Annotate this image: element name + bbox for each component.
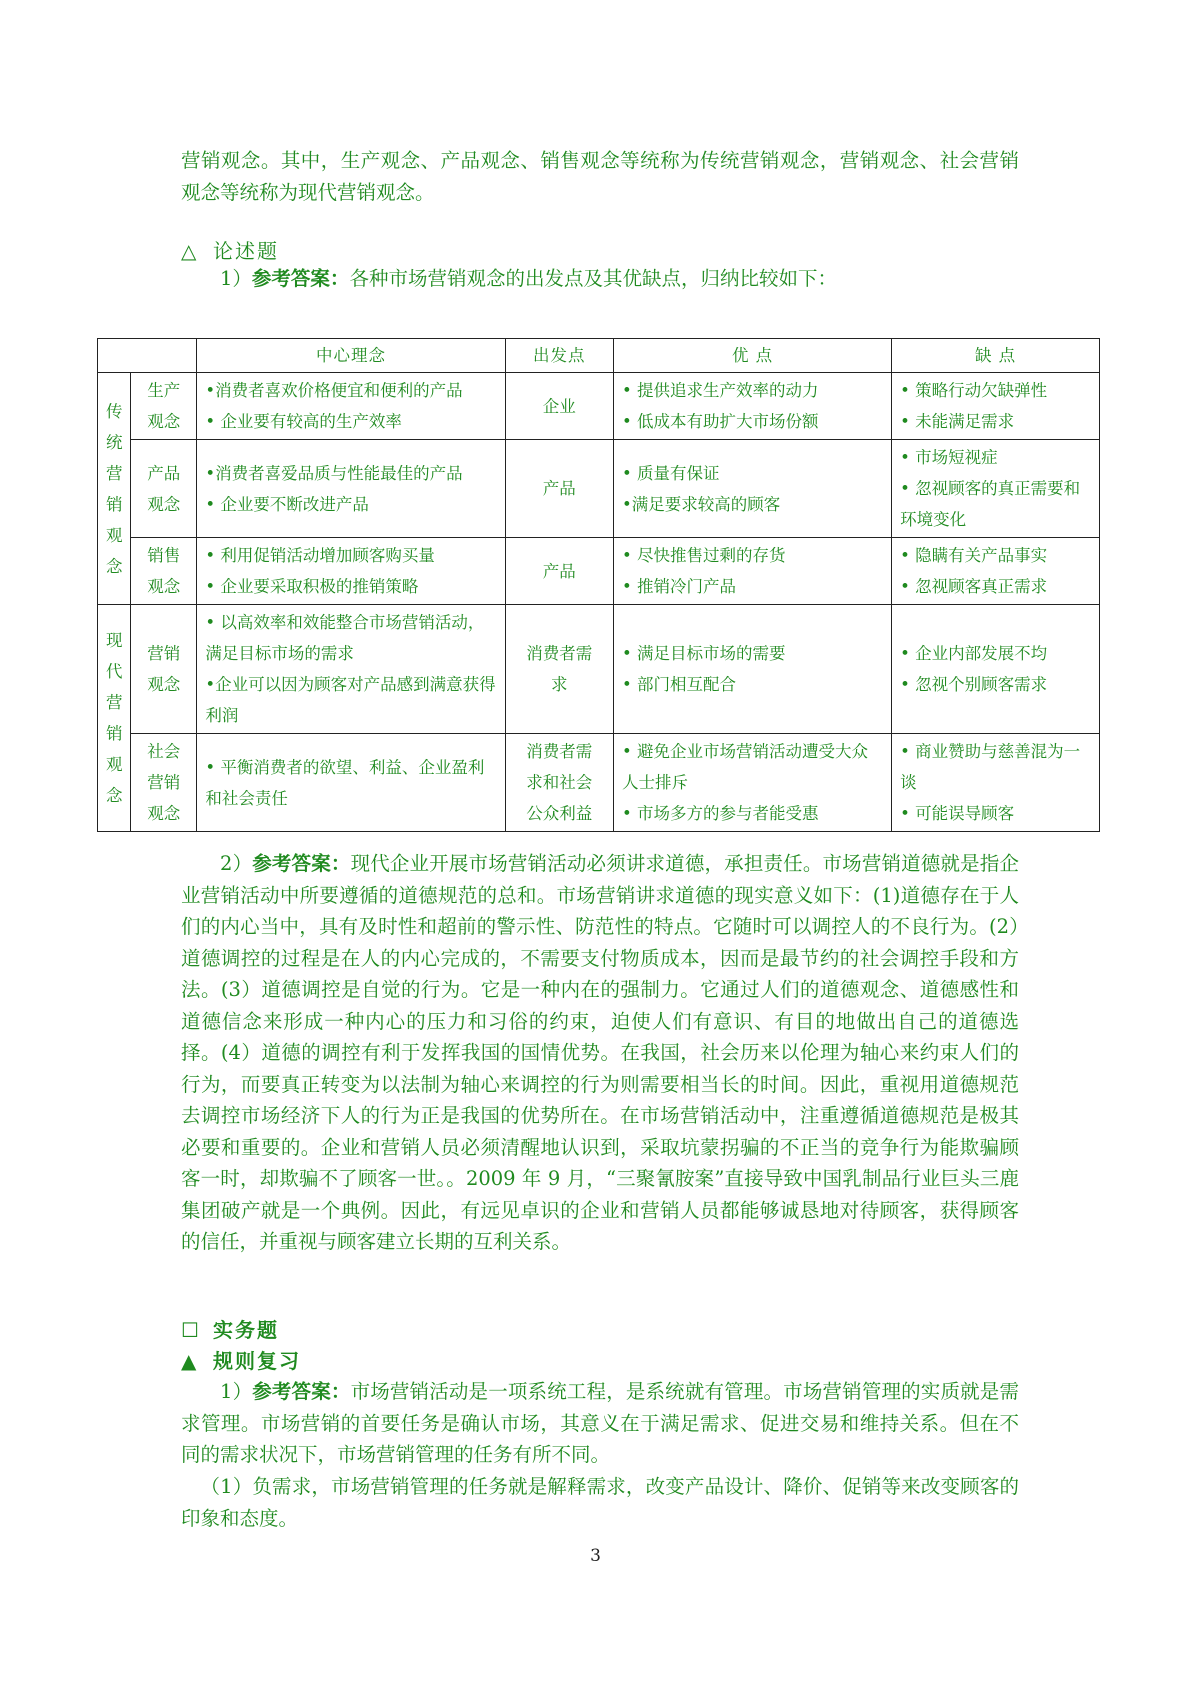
triangle-outline-icon: △: [181, 239, 199, 263]
essay-q1: [220, 264, 837, 294]
review-item-1: （1）负需求，市场营销管理的任务就是解释需求，改变产品设计、降价、促销等来改变顾客的印象和态度。: [181, 1475, 1019, 1530]
intro-paragraph: 营销观念。其中，生产观念、产品观念、销售观念等统称为传统营销观念，营销观念、社会营销观念等统称为现代营销观念。: [181, 149, 1019, 204]
review-paragraph: [181, 1376, 1019, 1471]
review-heading-text: 规则复习: [213, 1349, 301, 1373]
q1-text: 各种市场营销观念的出发点及其优缺点，归纳比较如下：: [349, 267, 837, 290]
cons-cell: • 企业内部发展不均 • 忽视个别顾客需求: [892, 605, 1100, 734]
concept-cell: 社会营销观念: [131, 734, 197, 832]
center-cell: •消费者喜欢价格便宜和便利的产品 • 企业要有较高的生产效率: [197, 373, 505, 440]
start-cell: 企业: [505, 373, 613, 440]
essay-heading: [181, 237, 279, 265]
center-cell: •消费者喜爱品质与性能最佳的产品 • 企业要不断改进产品: [197, 440, 505, 538]
triangle-filled-icon: ▲: [181, 1349, 199, 1373]
cons-cell: • 商业赞助与慈善混为一谈 • 可能误导顾客: [892, 734, 1100, 832]
pros-cell: • 质量有保证 •满足要求较高的顾客: [614, 440, 892, 538]
page-number: 3: [590, 1546, 601, 1566]
table-header-start: 出发点: [505, 339, 613, 373]
cons-cell: • 市场短视症 • 忽视顾客的真正需要和环境变化: [892, 440, 1100, 538]
practice-heading: [181, 1316, 279, 1344]
pros-cell: • 提供追求生产效率的动力 • 低成本有助扩大市场份额: [614, 373, 892, 440]
checkbox-outline-icon: ☐: [181, 1318, 201, 1342]
concept-cell: 销售观念: [131, 538, 197, 605]
table-header-cons: 缺 点: [892, 339, 1100, 373]
start-cell: 消费者需求: [505, 605, 613, 734]
table-row: [98, 734, 1100, 832]
group-traditional: 传统营销观念: [98, 373, 131, 605]
cons-cell: • 策略行动欠缺弹性 • 未能满足需求: [892, 373, 1100, 440]
practice-heading-text: 实务题: [213, 1318, 279, 1342]
start-cell: 消费者需求和社会公众利益: [505, 734, 613, 832]
review-text: 市场营销活动是一项系统工程，是系统就有管理。市场营销管理的实质就是需求管理。市场营销的首要任务是确认市场，其意义在于满足需求、促进交易和维持关系。但在不同的需求状况下，市场营销管理的任务有所不同。: [181, 1380, 1019, 1466]
table-row: [98, 373, 1100, 440]
review-heading: [181, 1347, 301, 1375]
pros-cell: • 避免企业市场营销活动遭受大众人士排斥 • 市场多方的参与者能受惠: [614, 734, 892, 832]
q2-answer-label: 参考答案：: [252, 852, 351, 875]
table-row: [98, 605, 1100, 734]
table-header-center: 中心理念: [197, 339, 505, 373]
review-prefix: 1）: [220, 1380, 253, 1403]
marketing-concepts-table: [97, 338, 1100, 832]
concept-cell: 产品观念: [131, 440, 197, 538]
table-header-pros: 优 点: [614, 339, 892, 373]
center-cell: • 以高效率和效能整合市场营销活动，满足目标市场的需求 •企业可以因为顾客对产品感到满意获得利润: [197, 605, 505, 734]
cons-cell: • 隐瞒有关产品事实 • 忽视顾客真正需求: [892, 538, 1100, 605]
concept-cell: 营销观念: [131, 605, 197, 734]
table-header-empty: [98, 339, 197, 373]
pros-cell: • 满足目标市场的需要 • 部门相互配合: [614, 605, 892, 734]
pros-cell: • 尽快推售过剩的存货 • 推销冷门产品: [614, 538, 892, 605]
concept-cell: 生产观念: [131, 373, 197, 440]
table-row: [98, 538, 1100, 605]
group-modern: 现代营销观念: [98, 605, 131, 832]
q2-text: 现代企业开展市场营销活动必须讲求道德，承担责任。市场营销道德就是指企业营销活动中所要遵循的道德规范的总和。市场营销讲求道德的现实意义如下：(1)道德存在于人们的内心当中，具有及时性和超前的警示性、防范性的特点。它随时可以调控人的不良行为。(2）道德调控的过程是在人的内心完成的，不需要支付物质成本，因而是最节约的社会调控手段和方法。(3）道德调控是自觉的行为。它是一种内在的强制力。它通过人们的道德观念、道德感性和道德信念来形成一种内心的压力和习俗的约束，迫使人们有意识、有目的地做出自己的道德选择。(4）道德的调控有利于发挥我国的国情优势。在我国，社会历来以伦理为轴心来约束人们的行为，而要真正转变为以法制为轴心来调控的行为则需要相当长的时间。因此，重视用道德规范去调控市场经济下人的行为正是我国的优势所在。在市场营销活动中，注重遵循道德规范是极其必要和重要的。企业和营销人员必须清醒地认识到，采取坑蒙拐骗的不正当的竞争行为能欺骗顾客一时，却欺骗不了顾客一世。。2009 年 9 月，“三聚氰胺案”直接导致中国乳制品行业巨头三鹿集团破产就是一个典例。因此，有远见卓识的企业和营销人员都能够诚恳地对待顾客，获得顾客的信任，并重视与顾客建立长期的互利关系。: [181, 852, 1019, 1253]
center-cell: • 利用促销活动增加顾客购买量 • 企业要采取积极的推销策略: [197, 538, 505, 605]
table-row: [98, 440, 1100, 538]
start-cell: 产品: [505, 538, 613, 605]
q2-prefix: 2）: [220, 852, 253, 875]
table-header-row: [98, 339, 1100, 373]
essay-heading-text: 论述题: [213, 239, 279, 263]
q1-answer-label: 参考答案：: [251, 267, 350, 290]
start-cell: 产品: [505, 440, 613, 538]
q2-paragraph: [181, 848, 1019, 1258]
center-cell: • 平衡消费者的欲望、利益、企业盈利和社会责任: [197, 734, 505, 832]
review-answer-label: 参考答案：: [252, 1380, 351, 1403]
q1-prefix: 1）: [220, 267, 252, 290]
